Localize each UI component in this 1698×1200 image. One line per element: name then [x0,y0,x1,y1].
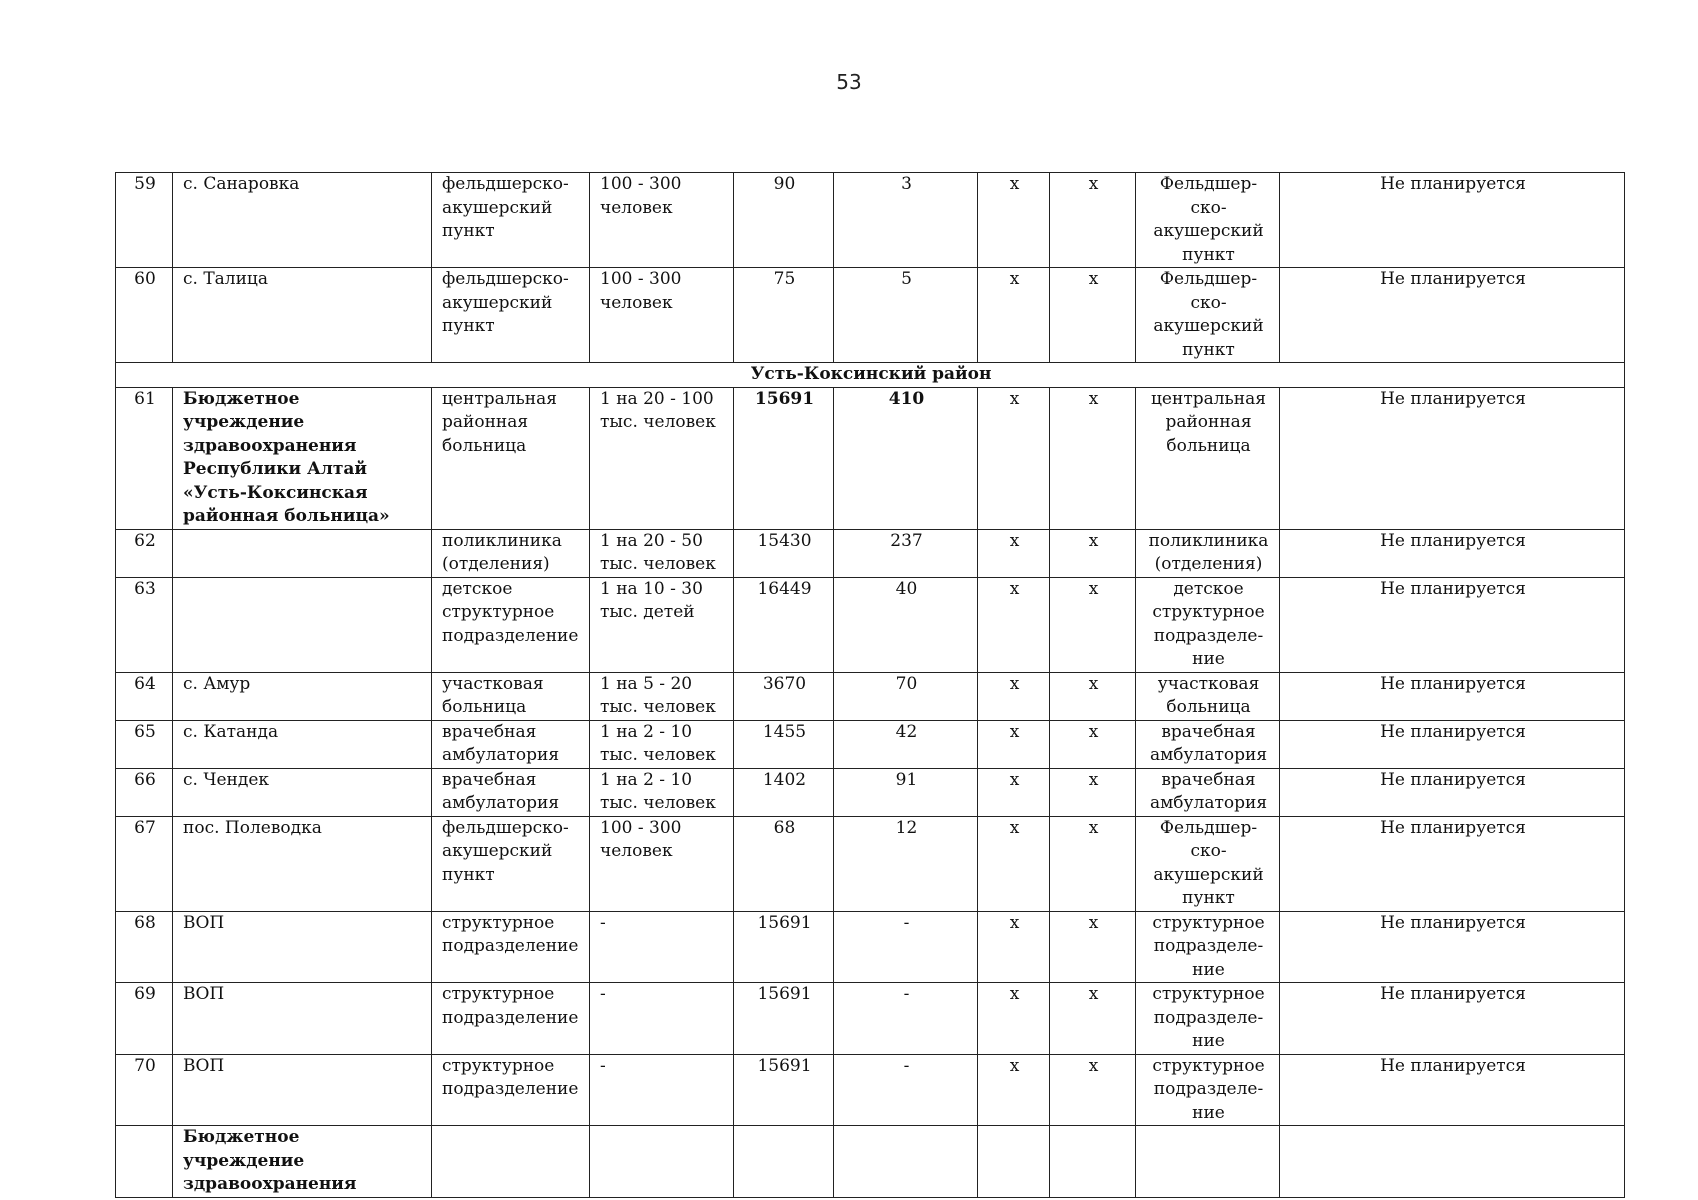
facility-type-cell: структурное подразделение [432,983,590,1055]
actual-facility-cell: структурное подразделе-ние [1136,911,1280,983]
row-number: 59 [116,173,173,268]
row-number: 63 [116,577,173,672]
capacity-cell: 70 [834,672,978,720]
row-number: 64 [116,672,173,720]
population-cell: 90 [734,173,834,268]
norm-cell: 100 - 300 человек [590,268,734,363]
x-cell: х [1050,268,1136,363]
x-cell: х [978,577,1050,672]
norm-cell: 100 - 300 человек [590,816,734,911]
locality-cell: с. Катанда [173,720,432,768]
row-number: 62 [116,529,173,577]
row-number: 61 [116,387,173,529]
x-cell: х [978,983,1050,1055]
capacity-cell: - [834,911,978,983]
norm-cell: 1 на 2 - 10 тыс. человек [590,768,734,816]
actual-facility-cell: Фельдшер-ско-акушерский пункт [1136,173,1280,268]
table-row [116,268,1625,363]
capacity-cell: - [834,1054,978,1126]
x-cell: х [978,768,1050,816]
x-cell: х [1050,672,1136,720]
table-row [116,983,1625,1055]
row-number: 60 [116,268,173,363]
section-header: Усть-Коксинский район [116,363,1625,388]
facility-type-cell: поликлиника (отделения) [432,529,590,577]
x-cell: х [978,173,1050,268]
locality-cell: с. Чендек [173,768,432,816]
actual-facility-cell: врачебная амбулатория [1136,720,1280,768]
capacity-cell: 237 [834,529,978,577]
locality-cell: пос. Полеводка [173,816,432,911]
actual-facility-cell: Фельдшер-ско-акушерский пункт [1136,816,1280,911]
plan-cell: Не планируется [1280,720,1625,768]
table-row [116,387,1625,529]
row-number: 65 [116,720,173,768]
x-cell: х [978,268,1050,363]
population-cell: 15430 [734,529,834,577]
norm-cell: 1 на 20 - 100 тыс. человек [590,387,734,529]
x-cell: х [1050,768,1136,816]
population-cell: 15691 [734,911,834,983]
capacity-cell: 40 [834,577,978,672]
row-number: 67 [116,816,173,911]
x-cell: х [978,672,1050,720]
facility-type-cell: фельдшерско-акушерский пункт [432,173,590,268]
actual-facility-cell [1136,1126,1280,1198]
plan-cell: Не планируется [1280,816,1625,911]
row-number [116,1126,173,1198]
facility-type-cell: фельдшерско-акушерский пункт [432,816,590,911]
norm-cell: 1 на 5 - 20 тыс. человек [590,672,734,720]
population-cell: 68 [734,816,834,911]
capacity-cell: 42 [834,720,978,768]
table-row [116,768,1625,816]
actual-facility-cell: детское структурное подразделе-ние [1136,577,1280,672]
plan-cell: Не планируется [1280,529,1625,577]
population-cell: 3670 [734,672,834,720]
table-row [116,529,1625,577]
facility-type-cell: структурное подразделение [432,911,590,983]
locality-cell: Бюджетное учреждение здравоохранения Республики Алтай «Усть-Коксинская районная больница» [173,387,432,529]
x-cell: х [1050,911,1136,983]
table-row [116,1126,1625,1198]
population-cell [734,1126,834,1198]
norm-cell: - [590,911,734,983]
facility-type-cell [432,1126,590,1198]
facility-type-cell: участковая больница [432,672,590,720]
capacity-cell: 3 [834,173,978,268]
locality-cell [173,577,432,672]
x-cell: х [978,911,1050,983]
table-row [116,1054,1625,1126]
capacity-cell: 12 [834,816,978,911]
population-cell: 15691 [734,387,834,529]
actual-facility-cell: структурное подразделе-ние [1136,983,1280,1055]
norm-cell: 1 на 10 - 30 тыс. детей [590,577,734,672]
population-cell: 15691 [734,983,834,1055]
facility-type-cell: детское структурное подразделение [432,577,590,672]
table-row [116,672,1625,720]
actual-facility-cell: структурное подразделе-ние [1136,1054,1280,1126]
plan-cell [1280,1126,1625,1198]
facility-type-cell: фельдшерско-акушерский пункт [432,268,590,363]
plan-cell: Не планируется [1280,672,1625,720]
locality-cell: Бюджетное учреждение здравоохранения [173,1126,432,1198]
norm-cell: - [590,1054,734,1126]
capacity-cell [834,1126,978,1198]
locality-cell: с. Санаровка [173,173,432,268]
row-number: 68 [116,911,173,983]
locality-cell: ВОП [173,983,432,1055]
x-cell: х [1050,577,1136,672]
plan-cell: Не планируется [1280,577,1625,672]
page-number: 53 [836,70,862,94]
population-cell: 1455 [734,720,834,768]
row-number: 70 [116,1054,173,1126]
section-row [116,363,1625,388]
norm-cell: - [590,983,734,1055]
capacity-cell: 410 [834,387,978,529]
plan-cell: Не планируется [1280,911,1625,983]
actual-facility-cell: врачебная амбулатория [1136,768,1280,816]
x-cell: х [978,720,1050,768]
facility-type-cell: врачебная амбулатория [432,720,590,768]
row-number: 66 [116,768,173,816]
table-row [116,816,1625,911]
x-cell [1050,1126,1136,1198]
norm-cell: 1 на 20 - 50 тыс. человек [590,529,734,577]
facility-type-cell: врачебная амбулатория [432,768,590,816]
x-cell: х [1050,387,1136,529]
plan-cell: Не планируется [1280,983,1625,1055]
x-cell: х [1050,983,1136,1055]
x-cell: х [1050,529,1136,577]
table-row [116,720,1625,768]
table-row [116,577,1625,672]
table-row [116,173,1625,268]
locality-cell [173,529,432,577]
x-cell: х [978,387,1050,529]
facility-type-cell: центральная районная больница [432,387,590,529]
x-cell [978,1126,1050,1198]
facility-type-cell: структурное подразделение [432,1054,590,1126]
actual-facility-cell: центральная районная больница [1136,387,1280,529]
actual-facility-cell: участковая больница [1136,672,1280,720]
facilities-table [115,172,1625,1198]
capacity-cell: - [834,983,978,1055]
table-row [116,911,1625,983]
locality-cell: с. Талица [173,268,432,363]
population-cell: 75 [734,268,834,363]
x-cell: х [1050,816,1136,911]
row-number: 69 [116,983,173,1055]
locality-cell: с. Амур [173,672,432,720]
x-cell: х [978,1054,1050,1126]
x-cell: х [978,529,1050,577]
norm-cell: 1 на 2 - 10 тыс. человек [590,720,734,768]
locality-cell: ВОП [173,911,432,983]
x-cell: х [1050,173,1136,268]
population-cell: 1402 [734,768,834,816]
x-cell: х [978,816,1050,911]
population-cell: 15691 [734,1054,834,1126]
locality-cell: ВОП [173,1054,432,1126]
capacity-cell: 91 [834,768,978,816]
actual-facility-cell: поликлиника (отделения) [1136,529,1280,577]
actual-facility-cell: Фельдшер-ско-акушерский пункт [1136,268,1280,363]
plan-cell: Не планируется [1280,768,1625,816]
plan-cell: Не планируется [1280,173,1625,268]
norm-cell: 100 - 300 человек [590,173,734,268]
population-cell: 16449 [734,577,834,672]
x-cell: х [1050,720,1136,768]
plan-cell: Не планируется [1280,268,1625,363]
plan-cell: Не планируется [1280,387,1625,529]
x-cell: х [1050,1054,1136,1126]
plan-cell: Не планируется [1280,1054,1625,1126]
norm-cell [590,1126,734,1198]
capacity-cell: 5 [834,268,978,363]
